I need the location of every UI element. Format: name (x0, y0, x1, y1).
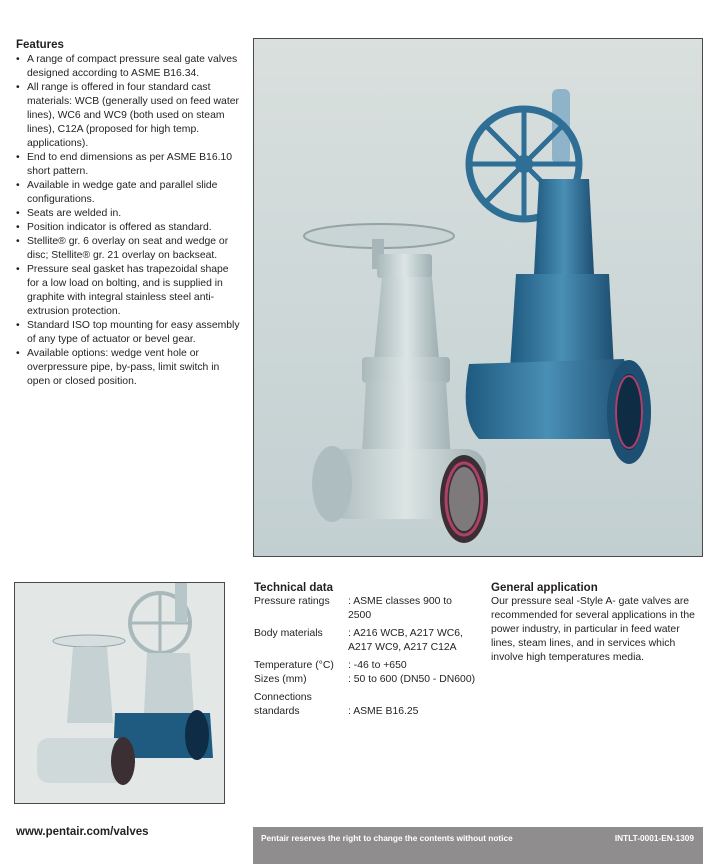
tech-label: Pressure ratings (254, 596, 330, 607)
feature-item: • Available options: wedge vent hole or overpressure pipe, by-pass, limit switch in open or closed position. (16, 347, 242, 389)
general-application-section (491, 581, 701, 665)
feature-item: • Pressure seal gasket has trapezoidal shape for a low load on bolting, and is supplied in graphite with integral stainless steel anti-extrusion protection. (16, 263, 242, 319)
general-application-text: Our pressure seal -Style A- gate valves are recommended for several applications in the power industry, in particular in feed water lines, steam lines, and in services which involve high temperatures media. (491, 596, 695, 663)
tech-label: Sizes (mm) (254, 674, 307, 685)
technical-data-section (254, 581, 476, 719)
feature-item: • All range is offered in four standard cast materials: WCB (generally used on feed water lines), WC6 and WC9 (both used on steam lines), C12A (proposed for high temp. applications). (16, 81, 242, 151)
feature-item: • Seats are welded in. (16, 207, 242, 221)
features-section (16, 38, 242, 389)
footer-bar (253, 827, 703, 864)
feature-item: • Available in wedge gate and parallel slide configurations. (16, 179, 242, 207)
feature-item: • A range of compact pressure seal gate valves designed according to ASME B16.34. (16, 53, 242, 81)
tech-value: : ASME B16.25 (348, 706, 419, 717)
features-list (16, 53, 242, 389)
tech-row-pressure-ratings (254, 595, 476, 623)
features-title: Features (16, 39, 64, 51)
valves-product-photo (253, 38, 703, 557)
tech-value: : -46 to +650 (348, 660, 407, 671)
tech-label: Connections standards (254, 692, 312, 717)
tech-value: : A216 WCB, A217 WC6, A217 WC9, A217 C12A (348, 628, 463, 653)
feature-item: • Position indicator is offered as standard. (16, 221, 242, 235)
feature-item: • End to end dimensions as per ASME B16.10 short pattern. (16, 151, 242, 179)
website-link[interactable]: www.pentair.com/valves (16, 826, 149, 838)
technical-data-title: Technical data (254, 582, 334, 594)
tech-row-temperature (254, 659, 476, 673)
tech-value: : ASME classes 900 to 2500 (348, 596, 452, 621)
feature-item: • Standard ISO top mounting for easy assembly of any type of actuator or bevel gear. (16, 319, 242, 347)
feature-item: • Stellite® gr. 6 overlay on seat and wedge or disc; Stellite® gr. 21 overlay on backseat. (16, 235, 242, 263)
document-code: INTLT-0001-EN-1309 (614, 833, 694, 843)
tech-label: Temperature (°C) (254, 660, 334, 671)
general-application-title: General application (491, 582, 598, 594)
tech-label: Body materials (254, 628, 323, 639)
tech-value: : 50 to 600 (DN50 - DN600) (348, 674, 476, 685)
tech-row-sizes (254, 673, 476, 687)
footer-notice: Pentair reserves the right to change the contents without notice (261, 833, 513, 843)
tech-row-body-materials (254, 627, 476, 655)
tech-row-connections (254, 691, 476, 719)
valves-thumbnail-photo (14, 582, 225, 804)
